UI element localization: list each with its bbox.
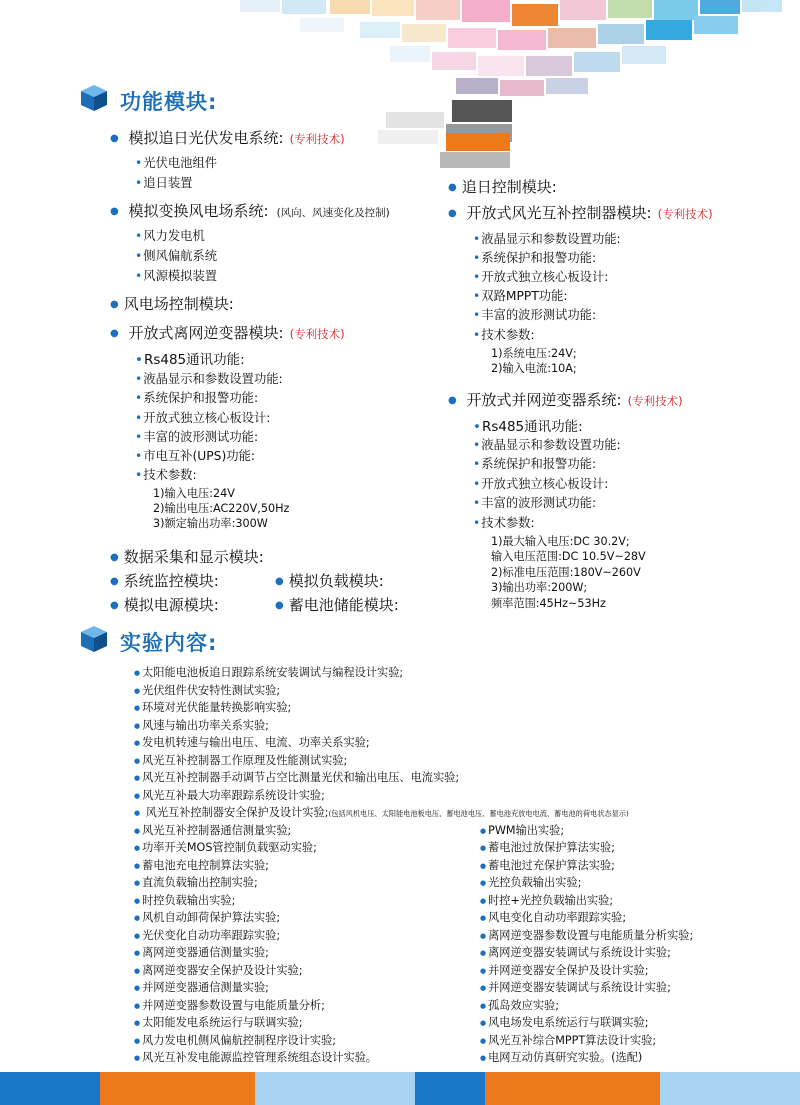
- blue-cube-icon: [80, 84, 108, 112]
- experiment-item: ● 光伏组件伏安特性测试实验;: [134, 682, 280, 698]
- experiment-item: ● 离网逆变器参数设置与电能质量分析实验;: [480, 927, 693, 943]
- list-item: • 系统保护和报警功能:: [135, 388, 258, 406]
- system-monitor-heading: ● 系统监控模块:: [110, 570, 219, 591]
- wind-control-heading: ● 风电场控制模块:: [110, 293, 234, 314]
- patent-tag: (专利技术): [289, 132, 345, 146]
- param-line: 1)系统电压:24V;: [491, 347, 577, 360]
- experiment-item: ● 光伏变化自动功率跟踪实验;: [134, 927, 280, 943]
- experiment-item: ● 蓄电池过放保护算法实验;: [480, 839, 615, 855]
- experiment-item: ● 电网互动仿真研究实验。(选配): [480, 1049, 642, 1065]
- param-line: 频率范围:45Hz~53Hz: [491, 597, 606, 610]
- experiment-item: ● 并网逆变器参数设置与电能质量分析;: [134, 997, 325, 1013]
- list-item: • 开放式独立核心板设计:: [135, 408, 270, 426]
- tracking-control-heading: ● 追日控制模块:: [448, 176, 557, 197]
- param-line: 2)输入电流:10A;: [491, 362, 577, 375]
- list-item: • 市电互补(UPS)功能:: [135, 446, 255, 464]
- experiment-item: ● 风光互补控制器手动调节占空比测量光伏和输出电压、电流实验;: [134, 769, 459, 785]
- experiment-item: ● 太阳能发电系统运行与联调实验;: [134, 1014, 303, 1030]
- experiment-item: ● 时控负载输出实验;: [134, 892, 235, 908]
- patent-tag: (专利技术): [627, 394, 683, 408]
- experiment-item: ● 并网逆变器安装调试与系统设计实验;: [480, 979, 671, 995]
- pv-system-heading: ● 模拟追日光伏发电系统: (专利技术): [110, 127, 345, 148]
- wind-system-heading: ● 模拟变换风电场系统: (风向、风速变化及控制): [110, 200, 390, 221]
- list-item: • 开放式独立核心板设计:: [473, 267, 608, 285]
- experiment-item: ● 风力发电机侧风偏航控制程序设计实验;: [134, 1032, 336, 1048]
- experiment-item: ● 风光互补控制器工作原理及性能测试实验;: [134, 752, 347, 768]
- experiment-item: ● 风光互补发电能源监控管理系统组态设计实验。: [134, 1049, 377, 1065]
- experiment-item: ● 发电机转速与输出电压、电流、功率关系实验;: [134, 734, 370, 750]
- param-line: 1)输入电压:24V: [153, 487, 235, 500]
- experiment-item: ● 风光互补最大功率跟踪系统设计实验;: [134, 787, 325, 803]
- param-line: 1)最大输入电压:DC 30.2V;: [491, 535, 630, 548]
- list-item: • 开放式独立核心板设计:: [473, 474, 608, 492]
- sim-load-heading: ● 模拟负载模块:: [275, 570, 384, 591]
- experiment-item: ● 离网逆变器安装调试与系统设计实验;: [480, 944, 671, 960]
- list-item: • Rs485通讯功能:: [135, 348, 245, 368]
- param-line: 3)额定输出功率:300W: [153, 517, 268, 530]
- experiment-item: ● 离网逆变器安全保护及设计实验;: [134, 962, 303, 978]
- experiment-item: ● 环境对光伏能量转换影响实验;: [134, 699, 291, 715]
- wind-note: (风向、风速变化及控制): [276, 207, 390, 219]
- section-title-experiments: 实验内容:: [120, 631, 218, 655]
- list-item: • 双路MPPT功能:: [473, 286, 568, 304]
- list-item: • 液晶显示和参数设置功能:: [135, 369, 283, 387]
- param-line: 3)输出功率:200W;: [491, 581, 588, 594]
- experiment-item: ● 光控负载输出实验;: [480, 874, 581, 890]
- experiment-item: ● 风光互补综合MPPT算法设计实验;: [480, 1032, 656, 1048]
- experiment-item: ● 风速与输出功率关系实验;: [134, 717, 269, 733]
- experiment-item: ● 功率开关MOS管控制负载驱动实验;: [134, 839, 317, 855]
- section-title-functions: 功能模块:: [120, 90, 218, 114]
- experiment-item: ● 并网逆变器安全保护及设计实验;: [480, 962, 649, 978]
- blue-cube-icon: [80, 625, 108, 653]
- experiment-item: ● 并网逆变器通信测量实验;: [134, 979, 269, 995]
- list-item: • 丰富的波形测试功能:: [135, 427, 258, 445]
- experiment-item: ● 直流负载输出控制实验;: [134, 874, 258, 890]
- footer-color-bar: [0, 1072, 800, 1105]
- list-item: • 液晶显示和参数设置功能:: [473, 435, 621, 453]
- list-item: • 液晶显示和参数设置功能:: [473, 229, 621, 247]
- sim-power-heading: ● 模拟电源模块:: [110, 594, 219, 615]
- experiment-item: ● 蓄电池充电控制算法实验;: [134, 857, 269, 873]
- list-item: • 追日装置: [135, 173, 192, 191]
- experiment-item: ● 风光互补控制器通信测量实验;: [134, 822, 291, 838]
- hybrid-controller-heading: ● 开放式风光互补控制器模块: (专利技术): [448, 202, 713, 223]
- offgrid-inverter-heading: ● 开放式离网逆变器模块: (专利技术): [110, 322, 345, 343]
- param-line: 输入电压范围:DC 10.5V~28V: [491, 550, 646, 563]
- data-module-heading: ● 数据采集和显示模块:: [110, 546, 264, 567]
- experiment-item: ● 孤岛效应实验;: [480, 997, 559, 1013]
- list-item: • 光伏电池组件: [135, 153, 217, 171]
- list-item: • Rs485通讯功能:: [473, 415, 583, 435]
- experiment-item-detail: (包括风机电压、太阳能电池板电压、蓄电池电压、蓄电池充放电电流、蓄电池的荷电状态显示): [328, 809, 629, 818]
- experiment-item: ● 离网逆变器通信测量实验;: [134, 944, 269, 960]
- list-item: • 系统保护和报警功能:: [473, 454, 596, 472]
- experiment-item: ● 蓄电池过充保护算法实验;: [480, 857, 615, 873]
- list-item: • 丰富的波形测试功能:: [473, 305, 596, 323]
- list-item: • 技术参数:: [135, 465, 197, 483]
- list-item: • 风力发电机: [135, 226, 205, 244]
- param-line: 2)输出电压:AC220V,50Hz: [153, 502, 290, 515]
- list-item: • 风源模拟装置: [135, 266, 217, 284]
- experiment-item: ● PWM输出实验;: [480, 822, 564, 838]
- list-item: • 系统保护和报警功能:: [473, 248, 596, 266]
- list-item: • 技术参数:: [473, 513, 535, 531]
- list-item: • 技术参数:: [473, 325, 535, 343]
- experiment-item-long: ● 风光互补控制器安全保护及设计实验;(包括风机电压、太阳能电池板电压、蓄电池电压、蓄电池充放电电流、蓄电池的荷电状态显示): [134, 804, 629, 820]
- experiment-item: ● 时控+光控负载输出实验;: [480, 892, 613, 908]
- patent-tag: (专利技术): [657, 207, 713, 221]
- patent-tag: (专利技术): [289, 327, 345, 341]
- list-item: • 侧风偏航系统: [135, 246, 217, 264]
- grid-inverter-heading: ● 开放式并网逆变器系统: (专利技术): [448, 389, 683, 410]
- experiment-item: ● 风电场发电系统运行与联调实验;: [480, 1014, 649, 1030]
- param-line: 2)标准电压范围:180V~260V: [491, 566, 641, 579]
- experiment-item: ● 风机自动卸荷保护算法实验;: [134, 909, 280, 925]
- experiment-item: ● 太阳能电池板追日跟踪系统安装调试与编程设计实验;: [134, 664, 403, 680]
- battery-heading: ● 蓄电池储能模块:: [275, 594, 399, 615]
- list-item: • 丰富的波形测试功能:: [473, 493, 596, 511]
- experiment-item: ● 风电变化自动功率跟踪实验;: [480, 909, 626, 925]
